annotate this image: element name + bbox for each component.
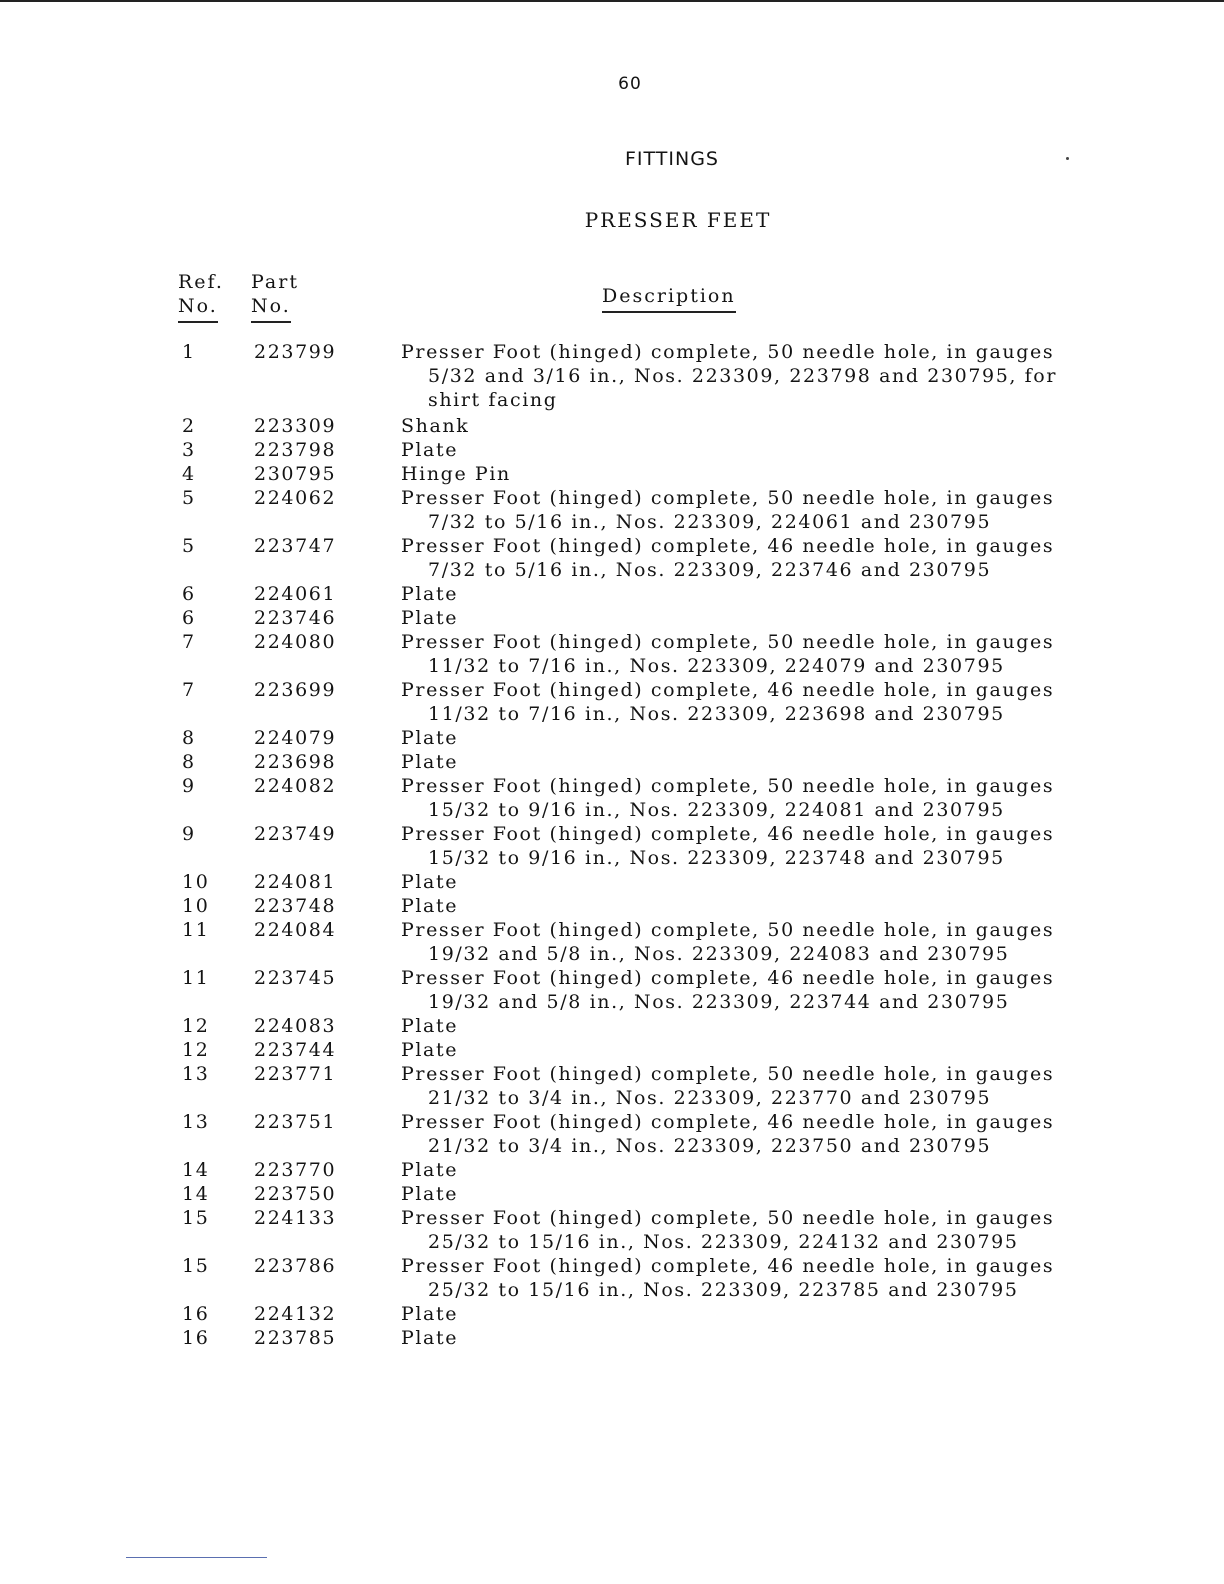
- description-header-label: Description: [602, 284, 736, 313]
- part-number: 224084: [254, 919, 337, 941]
- description-line: Plate: [401, 1015, 459, 1037]
- description-continuation-line: 7/32 to 5/16 in., Nos. 223309, 223746 and 230795: [428, 559, 992, 581]
- part-number: 223799: [254, 341, 337, 363]
- part-number: 224083: [254, 1015, 337, 1037]
- description-line: Plate: [401, 583, 459, 605]
- description-continuation-line: 21/32 to 3/4 in., Nos. 223309, 223750 and 230795: [428, 1135, 992, 1157]
- ref-number: 2: [182, 415, 196, 437]
- ref-number: 3: [182, 439, 196, 461]
- ref-number: 13: [182, 1063, 210, 1085]
- ref-number: 11: [182, 967, 210, 989]
- ref-number: 10: [182, 895, 210, 917]
- description-continuation-line: 5/32 and 3/16 in., Nos. 223309, 223798 and 230795, for: [428, 365, 1058, 387]
- description-line: Plate: [401, 895, 459, 917]
- part-description: [401, 534, 1054, 582]
- ref-number: 16: [182, 1327, 210, 1349]
- part-description: [401, 1254, 1054, 1302]
- part-number: 224079: [254, 727, 337, 749]
- part-description: [401, 462, 511, 486]
- part-description: [401, 1326, 458, 1350]
- part-header-line1: Part: [251, 271, 299, 293]
- description-line: Presser Foot (hinged) complete, 46 needle hole, in gauges: [401, 967, 1055, 989]
- description-line: Plate: [401, 1303, 459, 1325]
- part-number: 230795: [254, 463, 337, 485]
- description-continuation-line: 7/32 to 5/16 in., Nos. 223309, 224061 and 230795: [428, 511, 992, 533]
- ref-number: 9: [182, 823, 196, 845]
- part-description: [401, 822, 1054, 870]
- description-line: Presser Foot (hinged) complete, 46 needle hole, in gauges: [401, 535, 1055, 557]
- part-number: 223745: [254, 967, 337, 989]
- part-description: [401, 726, 458, 750]
- description-line: Plate: [401, 1159, 459, 1181]
- description-line: Plate: [401, 727, 459, 749]
- part-number: 223798: [254, 439, 337, 461]
- description-continuation-line: 11/32 to 7/16 in., Nos. 223309, 224079 and 230795: [428, 655, 1005, 677]
- ref-header-line2: No.: [178, 294, 218, 323]
- part-number: 223747: [254, 535, 337, 557]
- part-description: [401, 870, 458, 894]
- part-number: 224081: [254, 871, 337, 893]
- description-line: Plate: [401, 1183, 459, 1205]
- ref-number: 5: [182, 535, 196, 557]
- part-description: [401, 1158, 458, 1182]
- part-number: 223746: [254, 607, 337, 629]
- ref-number: 6: [182, 607, 196, 629]
- description-continuation-line: 25/32 to 15/16 in., Nos. 223309, 224132 and 230795: [428, 1231, 1019, 1253]
- part-number: 224132: [254, 1303, 337, 1325]
- part-description: [401, 606, 458, 630]
- part-number: 223748: [254, 895, 337, 917]
- part-description: [401, 750, 458, 774]
- description-line: Presser Foot (hinged) complete, 46 needle hole, in gauges: [401, 1111, 1055, 1133]
- section-title: FITTINGS: [624, 148, 719, 170]
- part-number: 223770: [254, 1159, 337, 1181]
- ref-number: 10: [182, 871, 210, 893]
- subsection-title: PRESSER FEET: [584, 208, 772, 232]
- ref-number: 12: [182, 1015, 210, 1037]
- part-number: 223785: [254, 1327, 337, 1349]
- ref-number: 1: [182, 341, 196, 363]
- ref-number: 16: [182, 1303, 210, 1325]
- ref-number: 4: [182, 463, 196, 485]
- description-line: Plate: [401, 607, 459, 629]
- ref-number: 12: [182, 1039, 210, 1061]
- ref-number: 7: [182, 679, 196, 701]
- description-line: Presser Foot (hinged) complete, 50 needle hole, in gauges: [401, 775, 1055, 797]
- part-description: [401, 918, 1054, 966]
- description-line: Plate: [401, 1039, 459, 1061]
- part-description: [401, 966, 1054, 1014]
- ref-number: 15: [182, 1207, 210, 1229]
- description-line: Presser Foot (hinged) complete, 50 needle hole, in gauges: [401, 1207, 1055, 1229]
- description-continuation-line: 19/32 and 5/8 in., Nos. 223309, 224083 and 230795: [428, 943, 1010, 965]
- part-number: 223309: [254, 415, 337, 437]
- description-line: Plate: [401, 871, 459, 893]
- part-number: 223786: [254, 1255, 337, 1277]
- part-description: [401, 894, 458, 918]
- description-line: Hinge Pin: [401, 463, 511, 485]
- ref-number: 7: [182, 631, 196, 653]
- ref-number: 11: [182, 919, 210, 941]
- part-number: 223751: [254, 1111, 337, 1133]
- part-description: [401, 414, 469, 438]
- description-line: Presser Foot (hinged) complete, 46 needle hole, in gauges: [401, 823, 1055, 845]
- ref-number: 9: [182, 775, 196, 797]
- description-continuation-line: 11/32 to 7/16 in., Nos. 223309, 223698 and 230795: [428, 703, 1005, 725]
- part-description: [401, 1038, 458, 1062]
- part-number: 224082: [254, 775, 337, 797]
- part-description: [401, 678, 1054, 726]
- ref-number: 13: [182, 1111, 210, 1133]
- ref-number: 6: [182, 583, 196, 605]
- ref-number: 8: [182, 751, 196, 773]
- part-number: 223699: [254, 679, 337, 701]
- ref-number: 14: [182, 1183, 210, 1205]
- description-line: Presser Foot (hinged) complete, 50 needle hole, in gauges: [401, 487, 1055, 509]
- ref-number: 14: [182, 1159, 210, 1181]
- part-description: [401, 1014, 458, 1038]
- description-line: Shank: [401, 415, 470, 437]
- description-continuation-line: 21/32 to 3/4 in., Nos. 223309, 223770 and 230795: [428, 1087, 992, 1109]
- description-line: Presser Foot (hinged) complete, 50 needle hole, in gauges: [401, 1063, 1055, 1085]
- part-description: [401, 1110, 1054, 1158]
- ref-header-line1: Ref.: [178, 271, 224, 293]
- part-description: [401, 1206, 1054, 1254]
- part-number: 223749: [254, 823, 337, 845]
- part-number: 224061: [254, 583, 337, 605]
- description-continuation-line: 19/32 and 5/8 in., Nos. 223309, 223744 and 230795: [428, 991, 1010, 1013]
- description-continuation-line: 15/32 to 9/16 in., Nos. 223309, 224081 and 230795: [428, 799, 1005, 821]
- ref-number: 15: [182, 1255, 210, 1277]
- part-number: 224062: [254, 487, 337, 509]
- part-description: [401, 630, 1054, 678]
- part-description: [401, 340, 1057, 412]
- part-number: 223698: [254, 751, 337, 773]
- description-line: Presser Foot (hinged) complete, 46 needle hole, in gauges: [401, 1255, 1055, 1277]
- description-continuation-line: 25/32 to 15/16 in., Nos. 223309, 223785 and 230795: [428, 1279, 1019, 1301]
- part-number: 223771: [254, 1063, 337, 1085]
- page-number: 60: [618, 74, 642, 94]
- part-header-line2: No.: [251, 294, 291, 323]
- footnote-rule: [126, 1557, 267, 1558]
- part-number: 224133: [254, 1207, 337, 1229]
- description-line: Presser Foot (hinged) complete, 50 needle hole, in gauges: [401, 631, 1055, 653]
- part-description: [401, 774, 1054, 822]
- description-line: Presser Foot (hinged) complete, 46 needle hole, in gauges: [401, 679, 1055, 701]
- part-description: [401, 486, 1054, 534]
- part-description: [401, 1182, 458, 1206]
- description-continuation-line: 15/32 to 9/16 in., Nos. 223309, 223748 and 230795: [428, 847, 1005, 869]
- ref-number: 8: [182, 727, 196, 749]
- description-line: Plate: [401, 1327, 459, 1349]
- part-number: 224080: [254, 631, 337, 653]
- part-description: [401, 1062, 1054, 1110]
- description-continuation-line: shirt facing: [428, 389, 558, 411]
- part-description: [401, 582, 458, 606]
- part-description: [401, 438, 458, 462]
- part-description: [401, 1302, 458, 1326]
- part-number: 223750: [254, 1183, 337, 1205]
- ref-number: 5: [182, 487, 196, 509]
- description-line: Presser Foot (hinged) complete, 50 needle hole, in gauges: [401, 341, 1055, 363]
- description-line: Plate: [401, 751, 459, 773]
- description-line: Presser Foot (hinged) complete, 50 needle hole, in gauges: [401, 919, 1055, 941]
- part-number: 223744: [254, 1039, 337, 1061]
- description-line: Plate: [401, 439, 459, 461]
